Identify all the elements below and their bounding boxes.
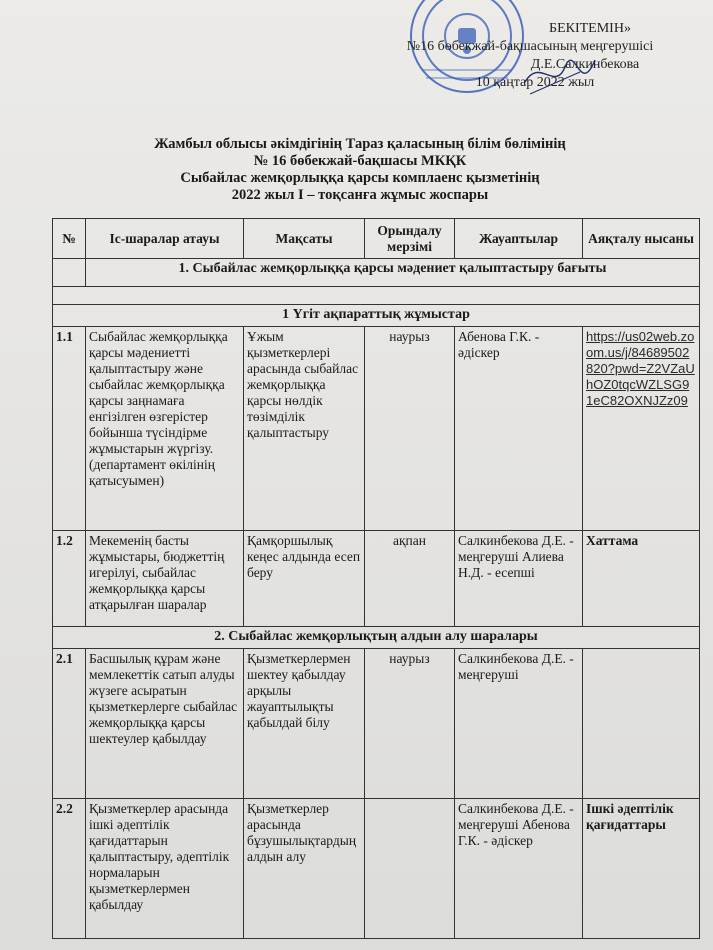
header-form: Аяқталу нысаны xyxy=(583,219,700,259)
subsection-1-title: 1 Үгіт ақпараттық жұмыстар xyxy=(53,305,700,327)
zoom-link[interactable]: https://us02web.zoom.us/j/84689502820?pwd=Z2VZaUhOZ0tqcWZLSG91eC82OXNJZz09 xyxy=(583,327,700,531)
handwritten-signature xyxy=(520,52,600,102)
section-1-title: 1. Сыбайлас жемқорлыққа қарсы мәдениет қалыптастыру бағыты xyxy=(86,259,700,287)
title-line-2: № 16 бөбекжай-бақшасы МКҚК xyxy=(253,153,467,169)
table-row: 2.1 Басшылық құрам және мемлекеттік сатып алуды жүзеге асыратын қызметкерлерге сыбайлас жемқорлыққа қарсы шектеулер қабылдау Қызметкерлермен шектеу қабылдау арқылы жауаптылықты қабылдай білу наурыз Салкинбекова Д.Е. - меңгеруші xyxy=(53,649,700,799)
table-row: 1.1 Сыбайлас жемқорлыққа қарсы мәдениетті қалыптастыру және сыбайлас жемқорлыққа қарсы заңнамаға енгізілген өзгерістер бойынша түсіндірме жұмыстарын жүргізу. (департамент өкілінің қатысуымен) Ұжым қызметкерлері арасында сыбайлас жемқорлыққа қарсы нөлдік төзімділік қалыптастыру наурыз Абенова Г.К. - әдіскер https://us02web.zoom.us/j/84689502820?pwd=Z2VZaUhOZ0tqcWZLSG91eC82OXNJZz09 xyxy=(53,327,700,531)
table-row: 2.2 Қызметкерлер арасында ішкі әдептілік қағидаттарын қалыптастыру, әдептілік нормаларын қызметкерлермен қабылдау Қызметкерлер арасында бұзушылықтардың алдын алу Салкинбекова Д.Е. - меңгеруші Абенова Г.К. - әдіскер Ішкі әдептілік қағидаттары xyxy=(53,799,700,939)
table-header-row xyxy=(53,219,700,259)
section-row xyxy=(53,627,700,649)
approval-heading: БЕКІТЕМІН» xyxy=(549,21,631,36)
document-title xyxy=(40,136,680,204)
spacer-row xyxy=(53,287,700,305)
header-responsible: Жауаптылар xyxy=(455,219,583,259)
title-line-3: Сыбайлас жемқорлыққа қарсы комплаенс қызметінің xyxy=(180,170,540,186)
title-line-4: 2022 жыл І – тоқсанға жұмыс жоспары xyxy=(231,187,489,203)
header-name: Іс-шаралар атауы xyxy=(86,219,244,259)
header-goal: Мақсаты xyxy=(244,219,365,259)
subsection-row xyxy=(53,305,700,327)
section-2-title: 2. Сыбайлас жемқорлықтың алдын алу шаралары xyxy=(53,627,700,649)
section-row xyxy=(53,259,700,287)
table-row: 1.2 Мекеменің басты жұмыстары, бюджеттің игерілуі, сыбайлас жемқорлыққа қарсы атқарылған шаралар Қамқоршылық кеңес алдында есеп беру ақпан Салкинбекова Д.Е. - меңгеруші Алиева Н.Д. - есепші Хаттама xyxy=(53,531,700,627)
title-line-1: Жамбыл облысы әкімдігінің Тараз қаласының білім бөлімінің xyxy=(154,136,566,152)
approval-name: Д.Е.Салкинбекова xyxy=(530,57,640,72)
approval-date: 10 қаңтар 2022 жыл xyxy=(475,75,595,90)
approval-position: №16 бөбекжай-бақшасының меңгерушісі xyxy=(406,39,654,54)
work-plan-table xyxy=(52,218,700,939)
header-num: № xyxy=(53,219,86,259)
header-deadline: Орындалу мерзімі xyxy=(365,219,455,259)
